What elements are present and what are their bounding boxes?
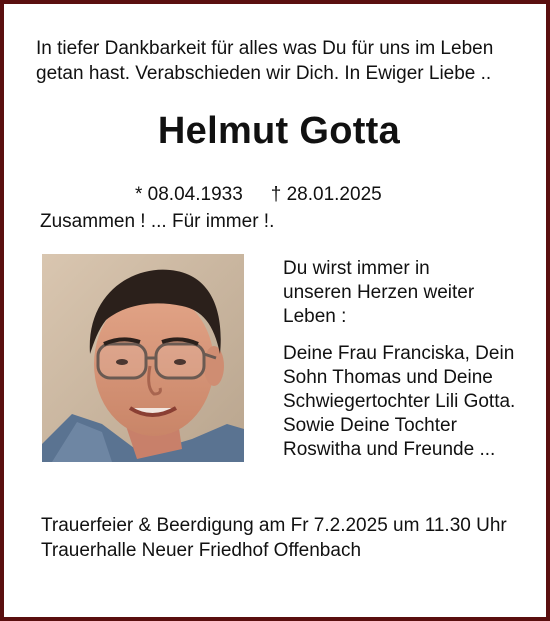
- together-line: Zusammen ! ... Für immer !.: [40, 211, 275, 232]
- intro-line-1: In tiefer Dankbarkeit für alles was Du für uns im Leben: [36, 38, 494, 59]
- portrait-photo: [42, 254, 244, 462]
- message-text: [283, 257, 474, 329]
- family-line-5: Roswitha und Freunde ...: [283, 439, 496, 460]
- family-text: [283, 342, 515, 462]
- portrait-image: [42, 254, 244, 462]
- birth-date: * 08.04.1933: [135, 184, 243, 205]
- life-dates: [135, 184, 382, 206]
- family-line-2: Sohn Thomas und Deine: [283, 367, 493, 388]
- funeral-line-2: Trauerhalle Neuer Friedhof Offenbach: [41, 540, 362, 561]
- message-line-2: unseren Herzen weiter: [283, 282, 475, 303]
- message-line-1: Du wirst immer in: [283, 258, 430, 279]
- message-line-3: Leben :: [283, 306, 347, 327]
- death-date: † 28.01.2025: [270, 184, 382, 205]
- family-line-3: Schwiegertochter Lili Gotta.: [283, 391, 516, 412]
- family-line-4: Sowie Deine Tochter: [283, 415, 457, 436]
- deceased-name: Helmut Gotta: [157, 110, 401, 152]
- funeral-info: [41, 513, 507, 563]
- funeral-line-1: Trauerfeier & Beerdigung am Fr 7.2.2025 um 11.30 Uhr: [41, 515, 507, 536]
- family-line-1: Deine Frau Franciska, Dein: [283, 343, 515, 364]
- intro-text: [36, 36, 493, 86]
- intro-line-2: getan hast. Verabschieden wir Dich. In Ewiger Liebe ..: [36, 63, 492, 84]
